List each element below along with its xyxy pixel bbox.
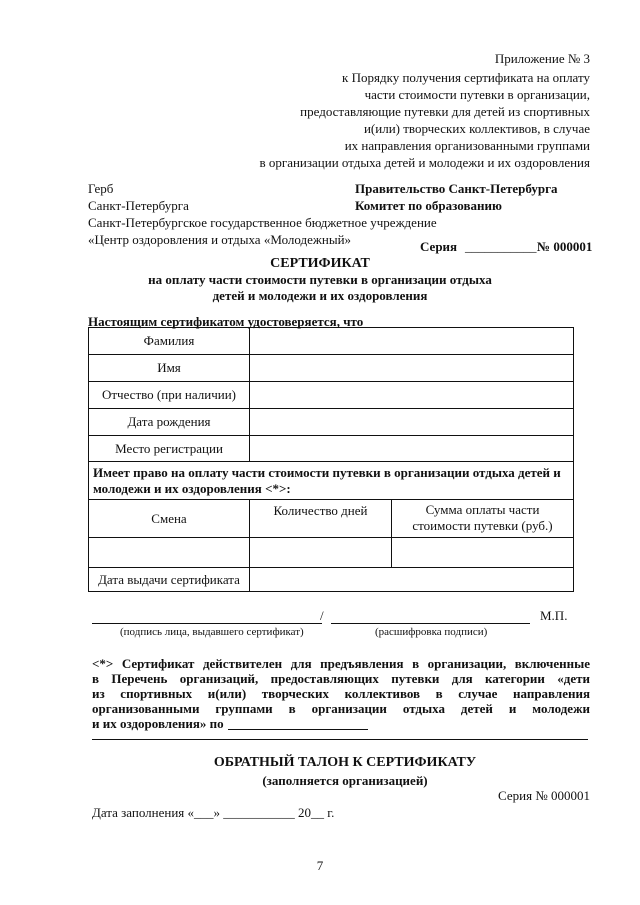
label-last-name: Фамилия <box>89 328 250 355</box>
signature-slash: / <box>320 608 324 623</box>
coat-of-arms-label: Герб <box>88 181 114 196</box>
committee-label: Комитет по образованию <box>355 198 502 213</box>
certificate-table <box>88 327 574 592</box>
divider <box>92 739 588 740</box>
label-birth-date: Дата рождения <box>89 409 250 436</box>
signature-line <box>92 623 322 624</box>
certificate-number: № 000001 <box>537 239 593 254</box>
page-number: 7 <box>316 858 324 873</box>
registration-field[interactable] <box>250 436 574 462</box>
return-slip-title: ОБРАТНЫЙ ТАЛОН К СЕРТИФИКАТУ <box>213 755 477 770</box>
label-registration: Место регистрации <box>89 436 250 462</box>
appendix-line: части стоимости путевки в организации, <box>364 87 590 102</box>
appendix-line: их направления организованными группами <box>344 138 590 153</box>
valid-until-line[interactable] <box>228 729 368 730</box>
decode-line <box>331 623 530 624</box>
column-amount: Сумма оплаты части стоимости путевки (руб.) <box>392 500 574 538</box>
footnote-line: в Перечень организаций, предоставляющих путевки для категории «дети <box>92 671 590 686</box>
entitlement-text: Имеет право на оплату части стоимости путевки в организации отдыха детей и молодежи и их оздоровления <*>: <box>89 462 574 500</box>
appendix-line: в организации отдыха детей и молодежи и их оздоровления <box>259 155 590 170</box>
appendix-line: Приложение № 3 <box>494 51 590 66</box>
institution-label: Санкт-Петербургское государственное бюджетное учреждение <box>88 215 437 230</box>
issue-date-field[interactable] <box>250 568 574 592</box>
decode-caption: (расшифровка подписи) <box>375 626 488 638</box>
column-days: Количество дней <box>250 500 392 538</box>
certificate-subtitle: детей и молодежи и их оздоровления <box>212 288 428 303</box>
institution-name: «Центр оздоровления и отдыха «Молодежный» <box>88 232 352 247</box>
certificate-title: СЕРТИФИКАТ <box>270 256 370 271</box>
series-blank: ___________ <box>465 239 537 254</box>
amount-cell[interactable] <box>392 538 574 568</box>
patronymic-field[interactable] <box>250 382 574 409</box>
footnote-line: <*> Сертификат действителен для предъявления в организации, включенные <box>92 656 590 671</box>
certificate-intro: Настоящим сертификатом удостоверяется, что <box>88 314 364 329</box>
stamp-label: М.П. <box>540 608 568 623</box>
first-name-field[interactable] <box>250 355 574 382</box>
appendix-line: и(или) творческих коллективов, в случае <box>363 121 590 136</box>
return-slip-subtitle: (заполняется организацией) <box>262 773 428 788</box>
label-first-name: Имя <box>89 355 250 382</box>
label-issue-date: Дата выдачи сертификата <box>89 568 250 592</box>
return-slip-series: Серия № 000001 <box>498 788 590 803</box>
shift-cell[interactable] <box>89 538 250 568</box>
series-label: Серия <box>420 239 458 254</box>
government-label: Правительство Санкт-Петербурга <box>355 181 558 196</box>
appendix-line: предоставляющие путевки для детей из спортивных <box>300 104 590 119</box>
signature-caption: (подпись лица, выдавшего сертификат) <box>120 626 304 638</box>
fill-date-line: Дата заполнения «___» ___________ 20__ г. <box>92 805 335 820</box>
label-patronymic: Отчество (при наличии) <box>89 382 250 409</box>
column-shift: Смена <box>89 500 250 538</box>
footnote-last-line: и их оздоровления» по <box>92 716 224 731</box>
footnote-line: из спортивных и(или) творческих коллективов в случае направления <box>92 686 590 701</box>
certificate-subtitle: на оплату части стоимости путевки в организации отдыха <box>148 272 492 287</box>
city-label: Санкт-Петербурга <box>88 198 189 213</box>
footnote-line: организованными группами в организации отдыха детей и молодежи <box>92 701 590 716</box>
days-cell[interactable] <box>250 538 392 568</box>
birth-date-field[interactable] <box>250 409 574 436</box>
appendix-line: к Порядку получения сертификата на оплату <box>342 70 590 85</box>
last-name-field[interactable] <box>250 328 574 355</box>
